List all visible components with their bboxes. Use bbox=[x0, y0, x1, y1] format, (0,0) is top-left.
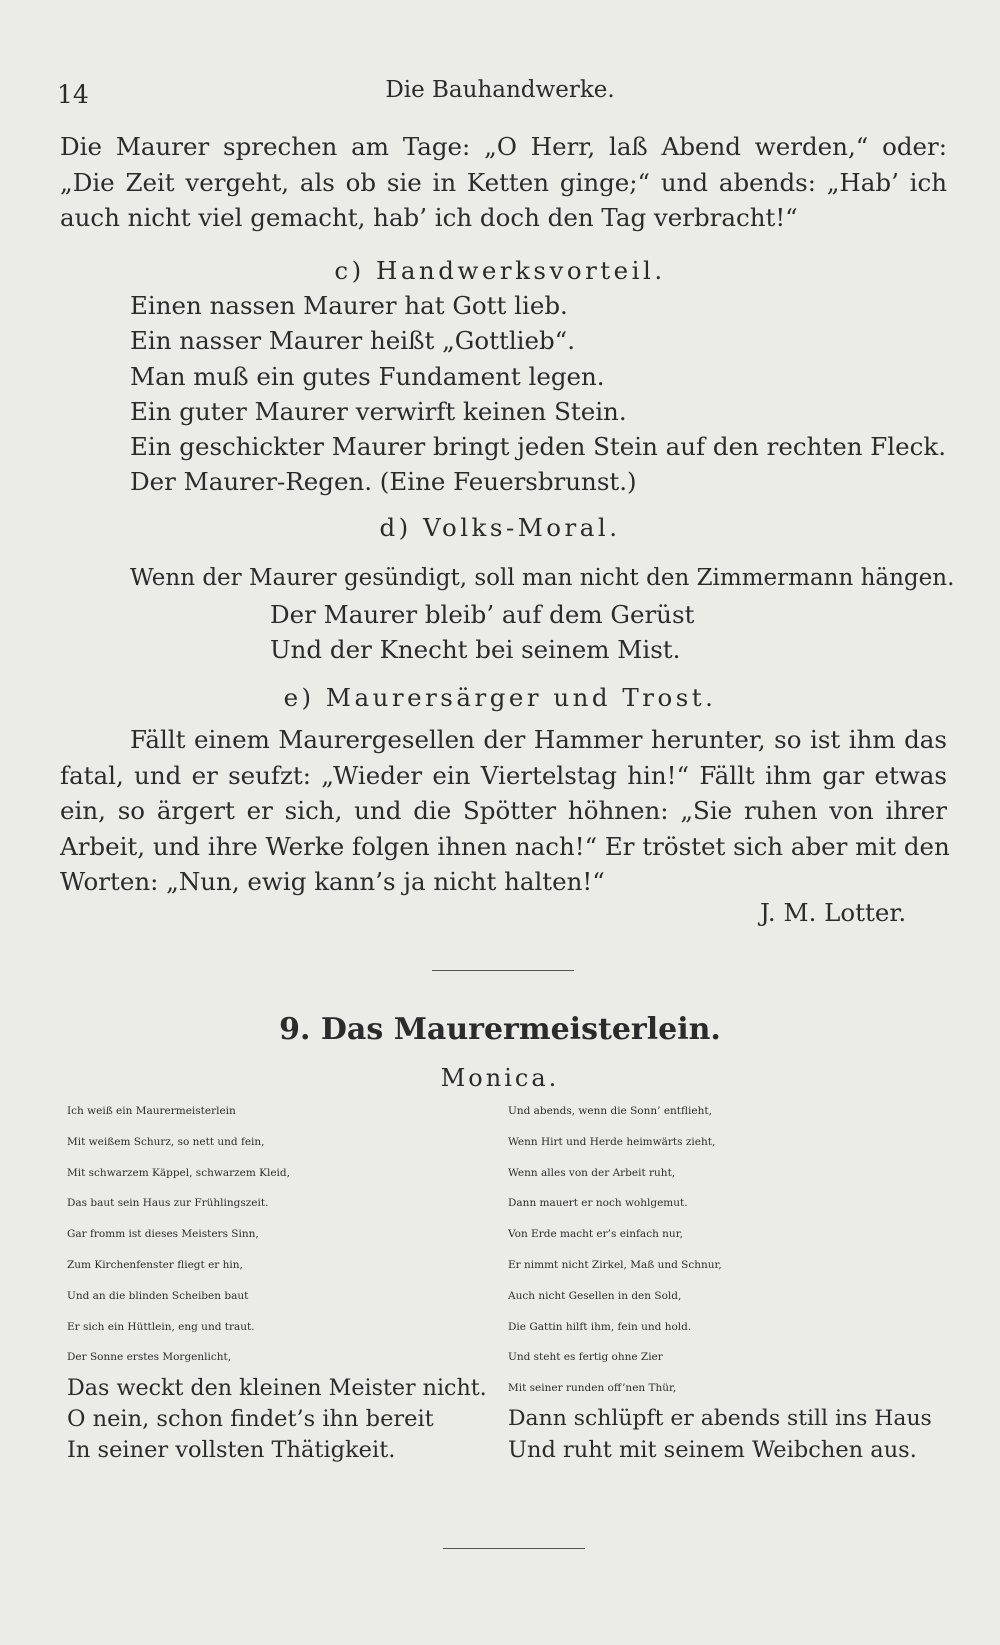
section-e-heading: e) Maurersärger und Trost. bbox=[283, 683, 717, 712]
verse-line: Er sich ein Hüttlein, eng und traut. bbox=[67, 1320, 255, 1333]
section-e-paragraph bbox=[60, 722, 950, 900]
verse-line: Und abends, wenn die Sonn’ entflieht, bbox=[508, 1105, 712, 1117]
verse-line: Der Sonne erstes Morgenlicht, bbox=[67, 1351, 232, 1364]
paragraph-line: fatal, und er seufzt: „Wieder ein Viertelstag hin!“ Fällt ihm gar etwas bbox=[60, 760, 947, 790]
intro-line: auch nicht viel gemacht, hab’ ich doch den Tag verbracht!“ bbox=[60, 203, 798, 232]
paragraph-line: Arbeit, und ihre Werke folgen ihnen nach!“ Er tröstet sich aber mit den bbox=[60, 831, 950, 861]
verse-line: Und steht es fertig ohne Zier bbox=[508, 1351, 663, 1364]
proverb-line: Man muß ein gutes Fundament legen. bbox=[130, 362, 605, 391]
section-d-heading: d) Volks-Moral. bbox=[379, 513, 621, 542]
section-c-heading: c) Handwerksvorteil. bbox=[334, 256, 666, 285]
running-title: Die Bauhandwerke. bbox=[385, 77, 615, 103]
poem-left-column bbox=[67, 1096, 487, 1466]
verse-line: Ich weiß ein Maurermeisterlein bbox=[67, 1105, 236, 1117]
intro-line: Die Maurer sprechen am Tage: „O Herr, laß Abend werden,“ oder: bbox=[60, 132, 947, 161]
poem-title: 9. Das Maurermeisterlein. bbox=[279, 1012, 721, 1047]
verse-line: Von Erde macht er’s einfach nur, bbox=[508, 1228, 683, 1241]
verse-line: Er nimmt nicht Zirkel, Maß und Schnur, bbox=[508, 1258, 722, 1271]
proverb-line: Ein guter Maurer verwirft keinen Stein. bbox=[130, 397, 627, 426]
intro-paragraph bbox=[60, 129, 947, 236]
poem-right-column bbox=[508, 1096, 932, 1466]
verse-line: Die Gattin hilft ihm, fein und hold. bbox=[508, 1320, 692, 1333]
divider bbox=[432, 970, 574, 971]
proverb-line: Ein geschickter Maurer bringt jeden Stein auf den rechten Fleck. bbox=[130, 432, 946, 461]
verse-line: Und an die blinden Scheiben baut bbox=[67, 1289, 249, 1302]
verse-line: Das baut sein Haus zur Frühlingszeit. bbox=[67, 1197, 269, 1210]
proverb-line: Ein nasser Maurer heißt „Gottlieb“. bbox=[130, 326, 575, 355]
moral-line: Und der Knecht bei seinem Mist. bbox=[270, 635, 681, 664]
verse-line: Dann schlüpft er abends still ins Haus bbox=[508, 1405, 932, 1431]
verse-line: Und ruht mit seinem Weibchen aus. bbox=[508, 1436, 917, 1463]
verse-line: Dann mauert er noch wohlgemut. bbox=[508, 1197, 688, 1210]
verse-line: Mit weißem Schurz, so nett und fein, bbox=[67, 1135, 265, 1148]
proverb-line: Einen nassen Maurer hat Gott lieb. bbox=[130, 291, 568, 320]
paragraph-line: Fällt einem Maurergesellen der Hammer herunter, so ist ihm das bbox=[130, 725, 947, 754]
verse-line: O nein, schon findet’s ihn bereit bbox=[67, 1405, 434, 1432]
verse-line: In seiner vollsten Thätigkeit. bbox=[67, 1436, 396, 1463]
verse-line: Wenn alles von der Arbeit ruht, bbox=[508, 1166, 676, 1179]
signature: J. M. Lotter. bbox=[760, 898, 907, 927]
verse-line: Zum Kirchenfenster fliegt er hin, bbox=[67, 1258, 243, 1271]
verse-line: Das weckt den kleinen Meister nicht. bbox=[67, 1375, 487, 1402]
poem-author: Monica. bbox=[440, 1064, 560, 1092]
verse-line: Auch nicht Gesellen in den Sold, bbox=[508, 1289, 682, 1302]
intro-line: „Die Zeit vergeht, als ob sie in Ketten ginge;“ und abends: „Hab’ ich bbox=[60, 167, 947, 197]
paragraph-line: ein, so ärgert er sich, und die Spötter höhnen: „Sie ruhen von ihrer bbox=[60, 796, 947, 825]
moral-line: Der Maurer bleib’ auf dem Gerüst bbox=[270, 600, 695, 629]
verse-line: Wenn Hirt und Herde heimwärts zieht, bbox=[508, 1135, 716, 1148]
moral-line: Wenn der Maurer gesündigt, soll man nicht den Zimmermann hängen. bbox=[130, 565, 955, 591]
end-divider bbox=[443, 1548, 585, 1549]
page-number: 14 bbox=[57, 80, 89, 109]
verse-line: Gar fromm ist dieses Meisters Sinn, bbox=[67, 1228, 259, 1241]
verse-line: Mit schwarzem Käppel, schwarzem Kleid, bbox=[67, 1166, 290, 1179]
proverb-line: Der Maurer-Regen. (Eine Feuersbrunst.) bbox=[130, 467, 637, 496]
paragraph-line: Worten: „Nun, ewig kann’s ja nicht halten!“ bbox=[60, 867, 605, 896]
verse-line: Mit seiner runden off’nen Thür, bbox=[508, 1382, 677, 1395]
